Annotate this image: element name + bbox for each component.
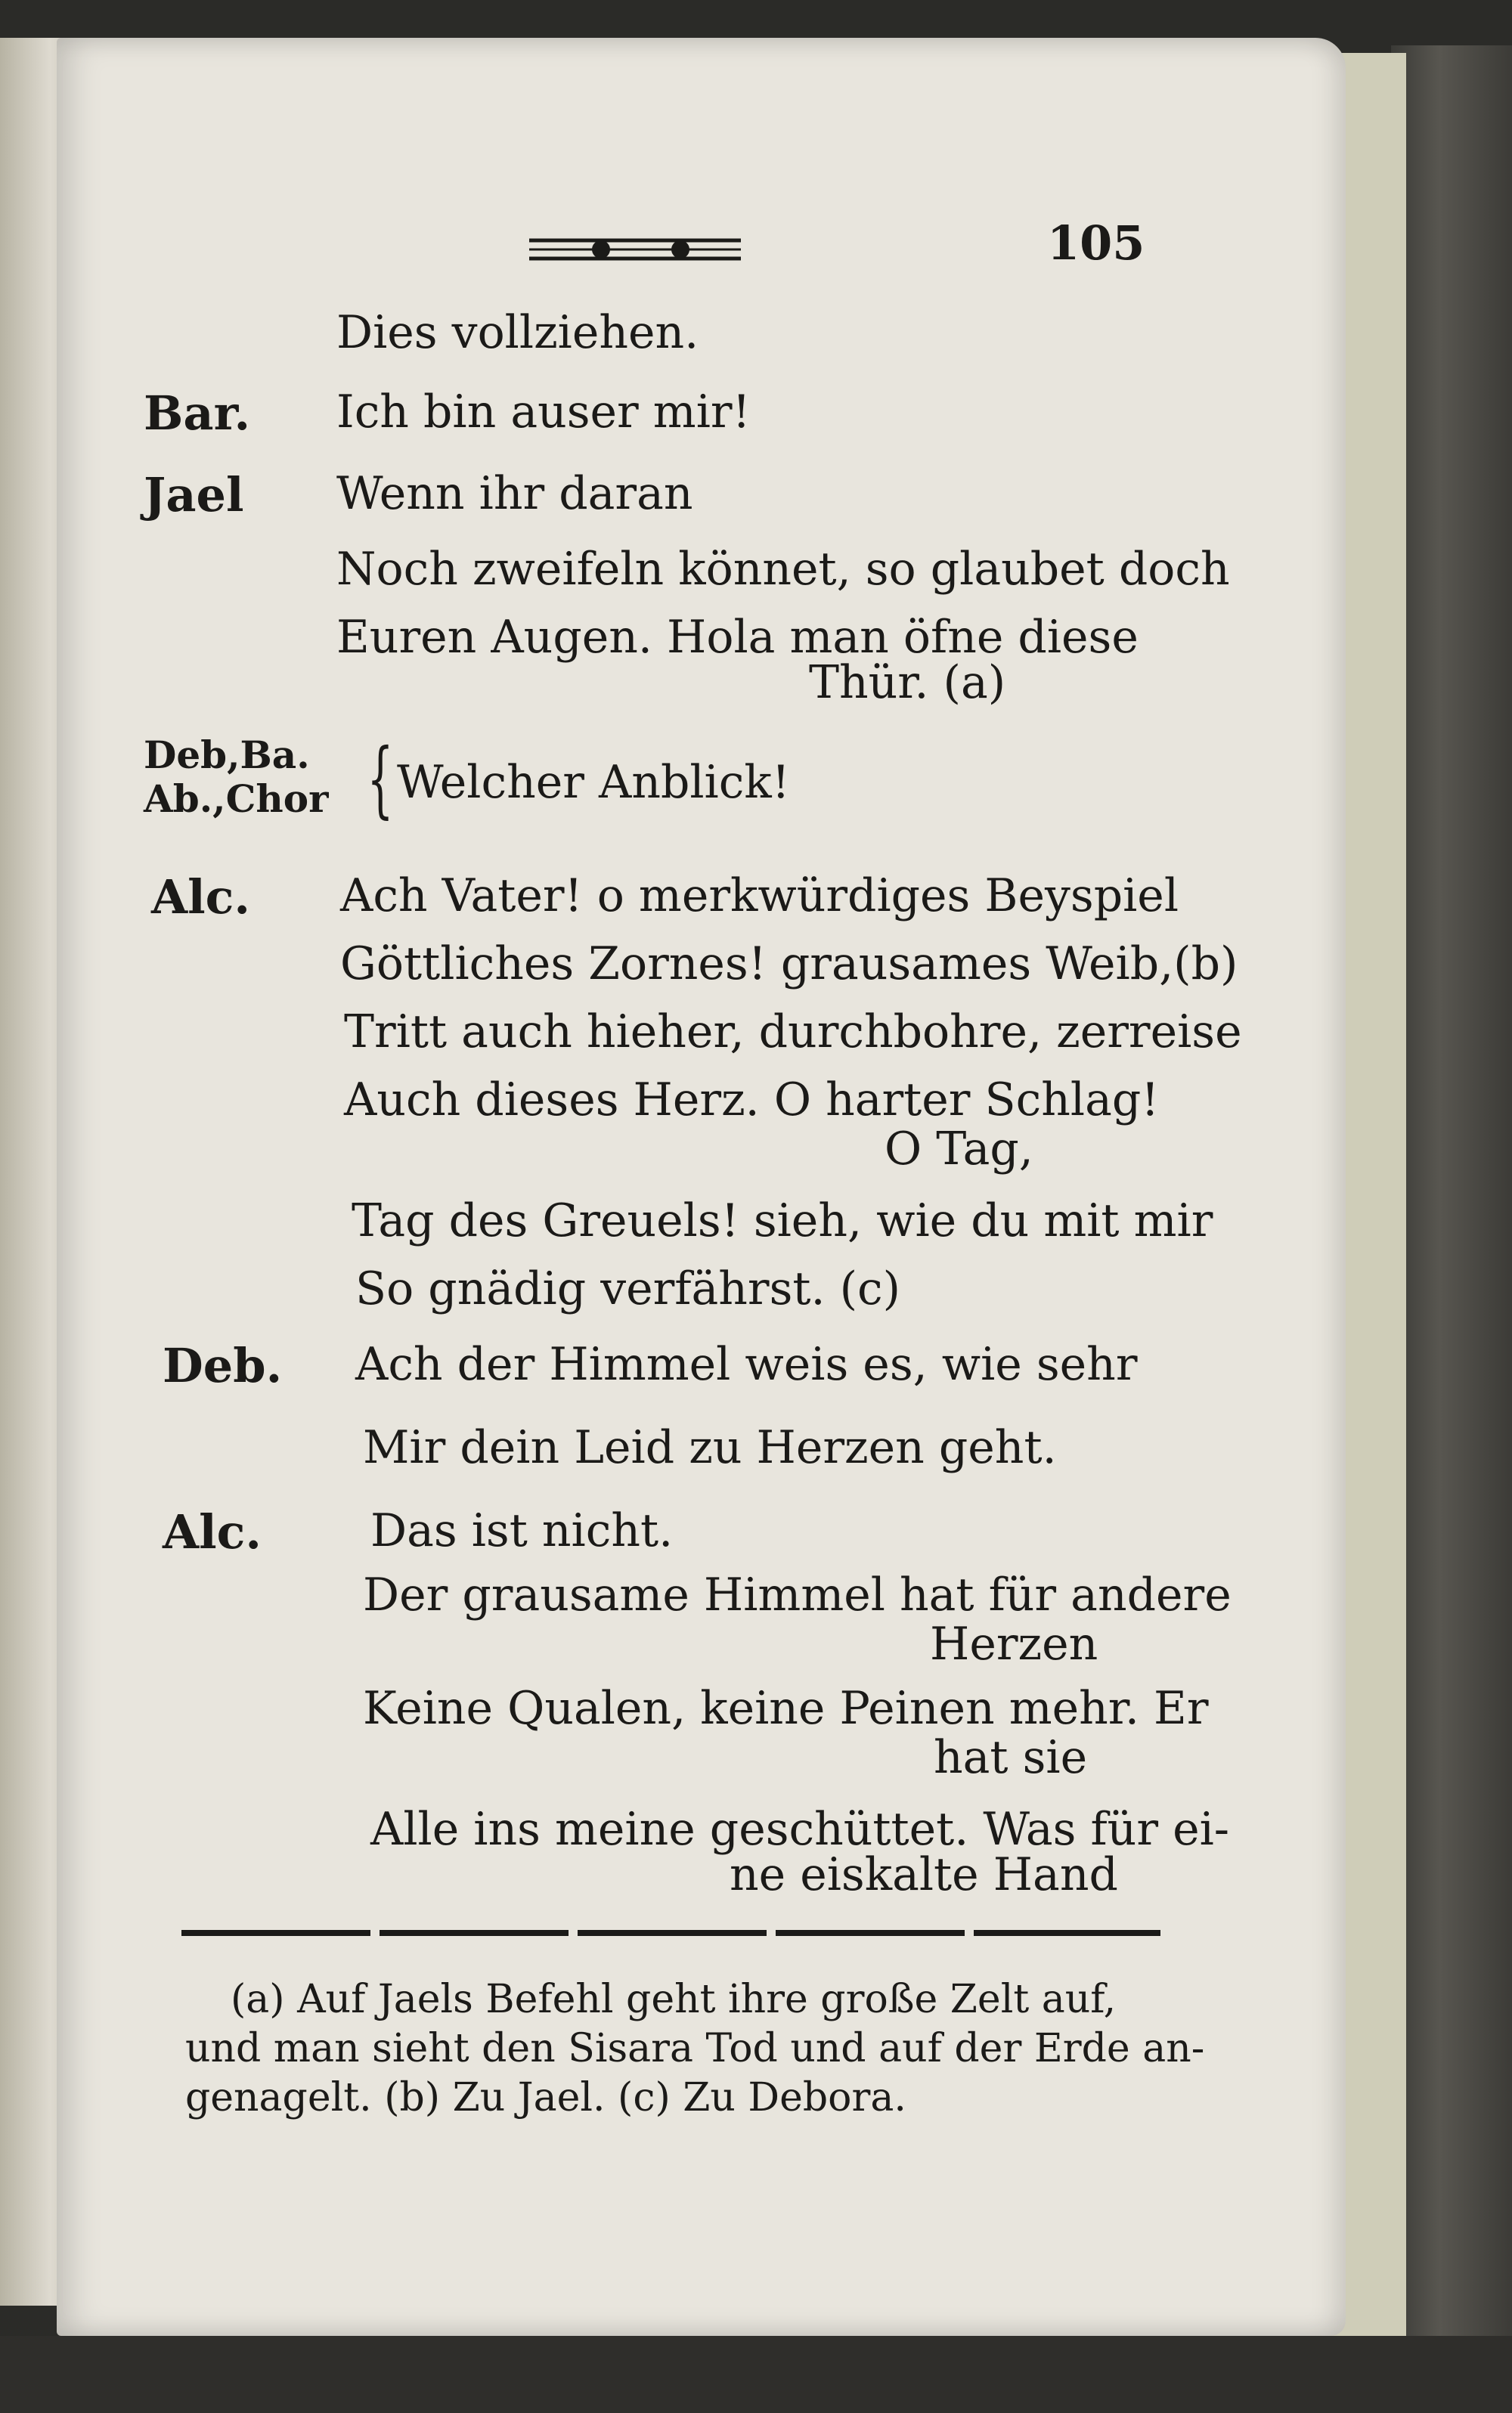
- dialogue-line: Keine Qualen, keine Peinen mehr. Er: [363, 1682, 1209, 1735]
- footnote-line: (a) Auf Jaels Befehl geht ihre große Zelt auf,: [231, 1977, 1117, 2022]
- dialogue-line: Dies vollziehen.: [336, 306, 699, 359]
- dialogue-line: Das ist nicht.: [370, 1504, 674, 1557]
- dialogue-line: ne eiskalte Hand: [730, 1848, 1118, 1901]
- dialogue-line: Herzen: [930, 1618, 1098, 1671]
- dialogue-line: Welcher Anblick!: [397, 756, 790, 809]
- page-number: 105: [1047, 215, 1145, 271]
- dialogue-line: Ich bin auser mir!: [336, 386, 751, 438]
- dialogue-line: Ach Vater! o merkwürdiges Beyspiel: [340, 869, 1179, 922]
- speaker-label: Alc.: [163, 1504, 262, 1560]
- speaker-label: Alc.: [151, 869, 250, 925]
- book-cover-edge: [1391, 45, 1512, 2413]
- dialogue-line: Tritt auch hieher, durchbohre, zerreise: [344, 1005, 1242, 1058]
- group-speaker-label: [144, 733, 328, 821]
- dialogue-line: So gnädig verfährst. (c): [355, 1262, 901, 1315]
- background-strip: [0, 2336, 1512, 2413]
- dialogue-line: Tag des Greuels! sieh, wie du mit mir: [352, 1194, 1213, 1247]
- speaker-brace: {: [367, 730, 394, 827]
- dialogue-line: Auch dieses Herz. O harter Schlag!: [344, 1073, 1160, 1126]
- dialogue-line: Alle ins meine geschüttet. Was für ei-: [370, 1803, 1230, 1856]
- dialogue-line: O Tag,: [885, 1123, 1033, 1176]
- header-ornament: [529, 227, 741, 272]
- group-speaker-line: Ab.,Chor: [144, 776, 329, 821]
- dialogue-line: hat sie: [934, 1731, 1088, 1784]
- dialogue-line: Göttliches Zornes! grausames Weib,(b): [340, 937, 1238, 990]
- speaker-label: Bar.: [144, 386, 251, 441]
- dialogue-line: Thür. (a): [809, 656, 1006, 709]
- dialogue-line: Der grausame Himmel hat für andere: [363, 1569, 1232, 1622]
- footnote-line: genagelt. (b) Zu Jael. (c) Zu Debora.: [185, 2075, 906, 2120]
- dialogue-line: Ach der Himmel weis es, wie sehr: [355, 1338, 1138, 1391]
- dialogue-line: Mir dein Leid zu Herzen geht.: [363, 1421, 1057, 1474]
- dialogue-line: Noch zweifeln könnet, so glaubet doch: [336, 543, 1230, 596]
- speaker-label: Deb.: [163, 1338, 283, 1393]
- group-speaker-line: Deb,Ba.: [144, 733, 310, 777]
- speaker-label: Jael: [144, 467, 244, 522]
- footnote-line: und man sieht den Sisara Tod und auf der Erde an-: [185, 2026, 1205, 2071]
- dialogue-line: Wenn ihr daran: [336, 467, 693, 520]
- footnote-rule: [181, 1930, 1160, 1936]
- dialogue-line: Euren Augen. Hola man öfne diese: [336, 611, 1139, 664]
